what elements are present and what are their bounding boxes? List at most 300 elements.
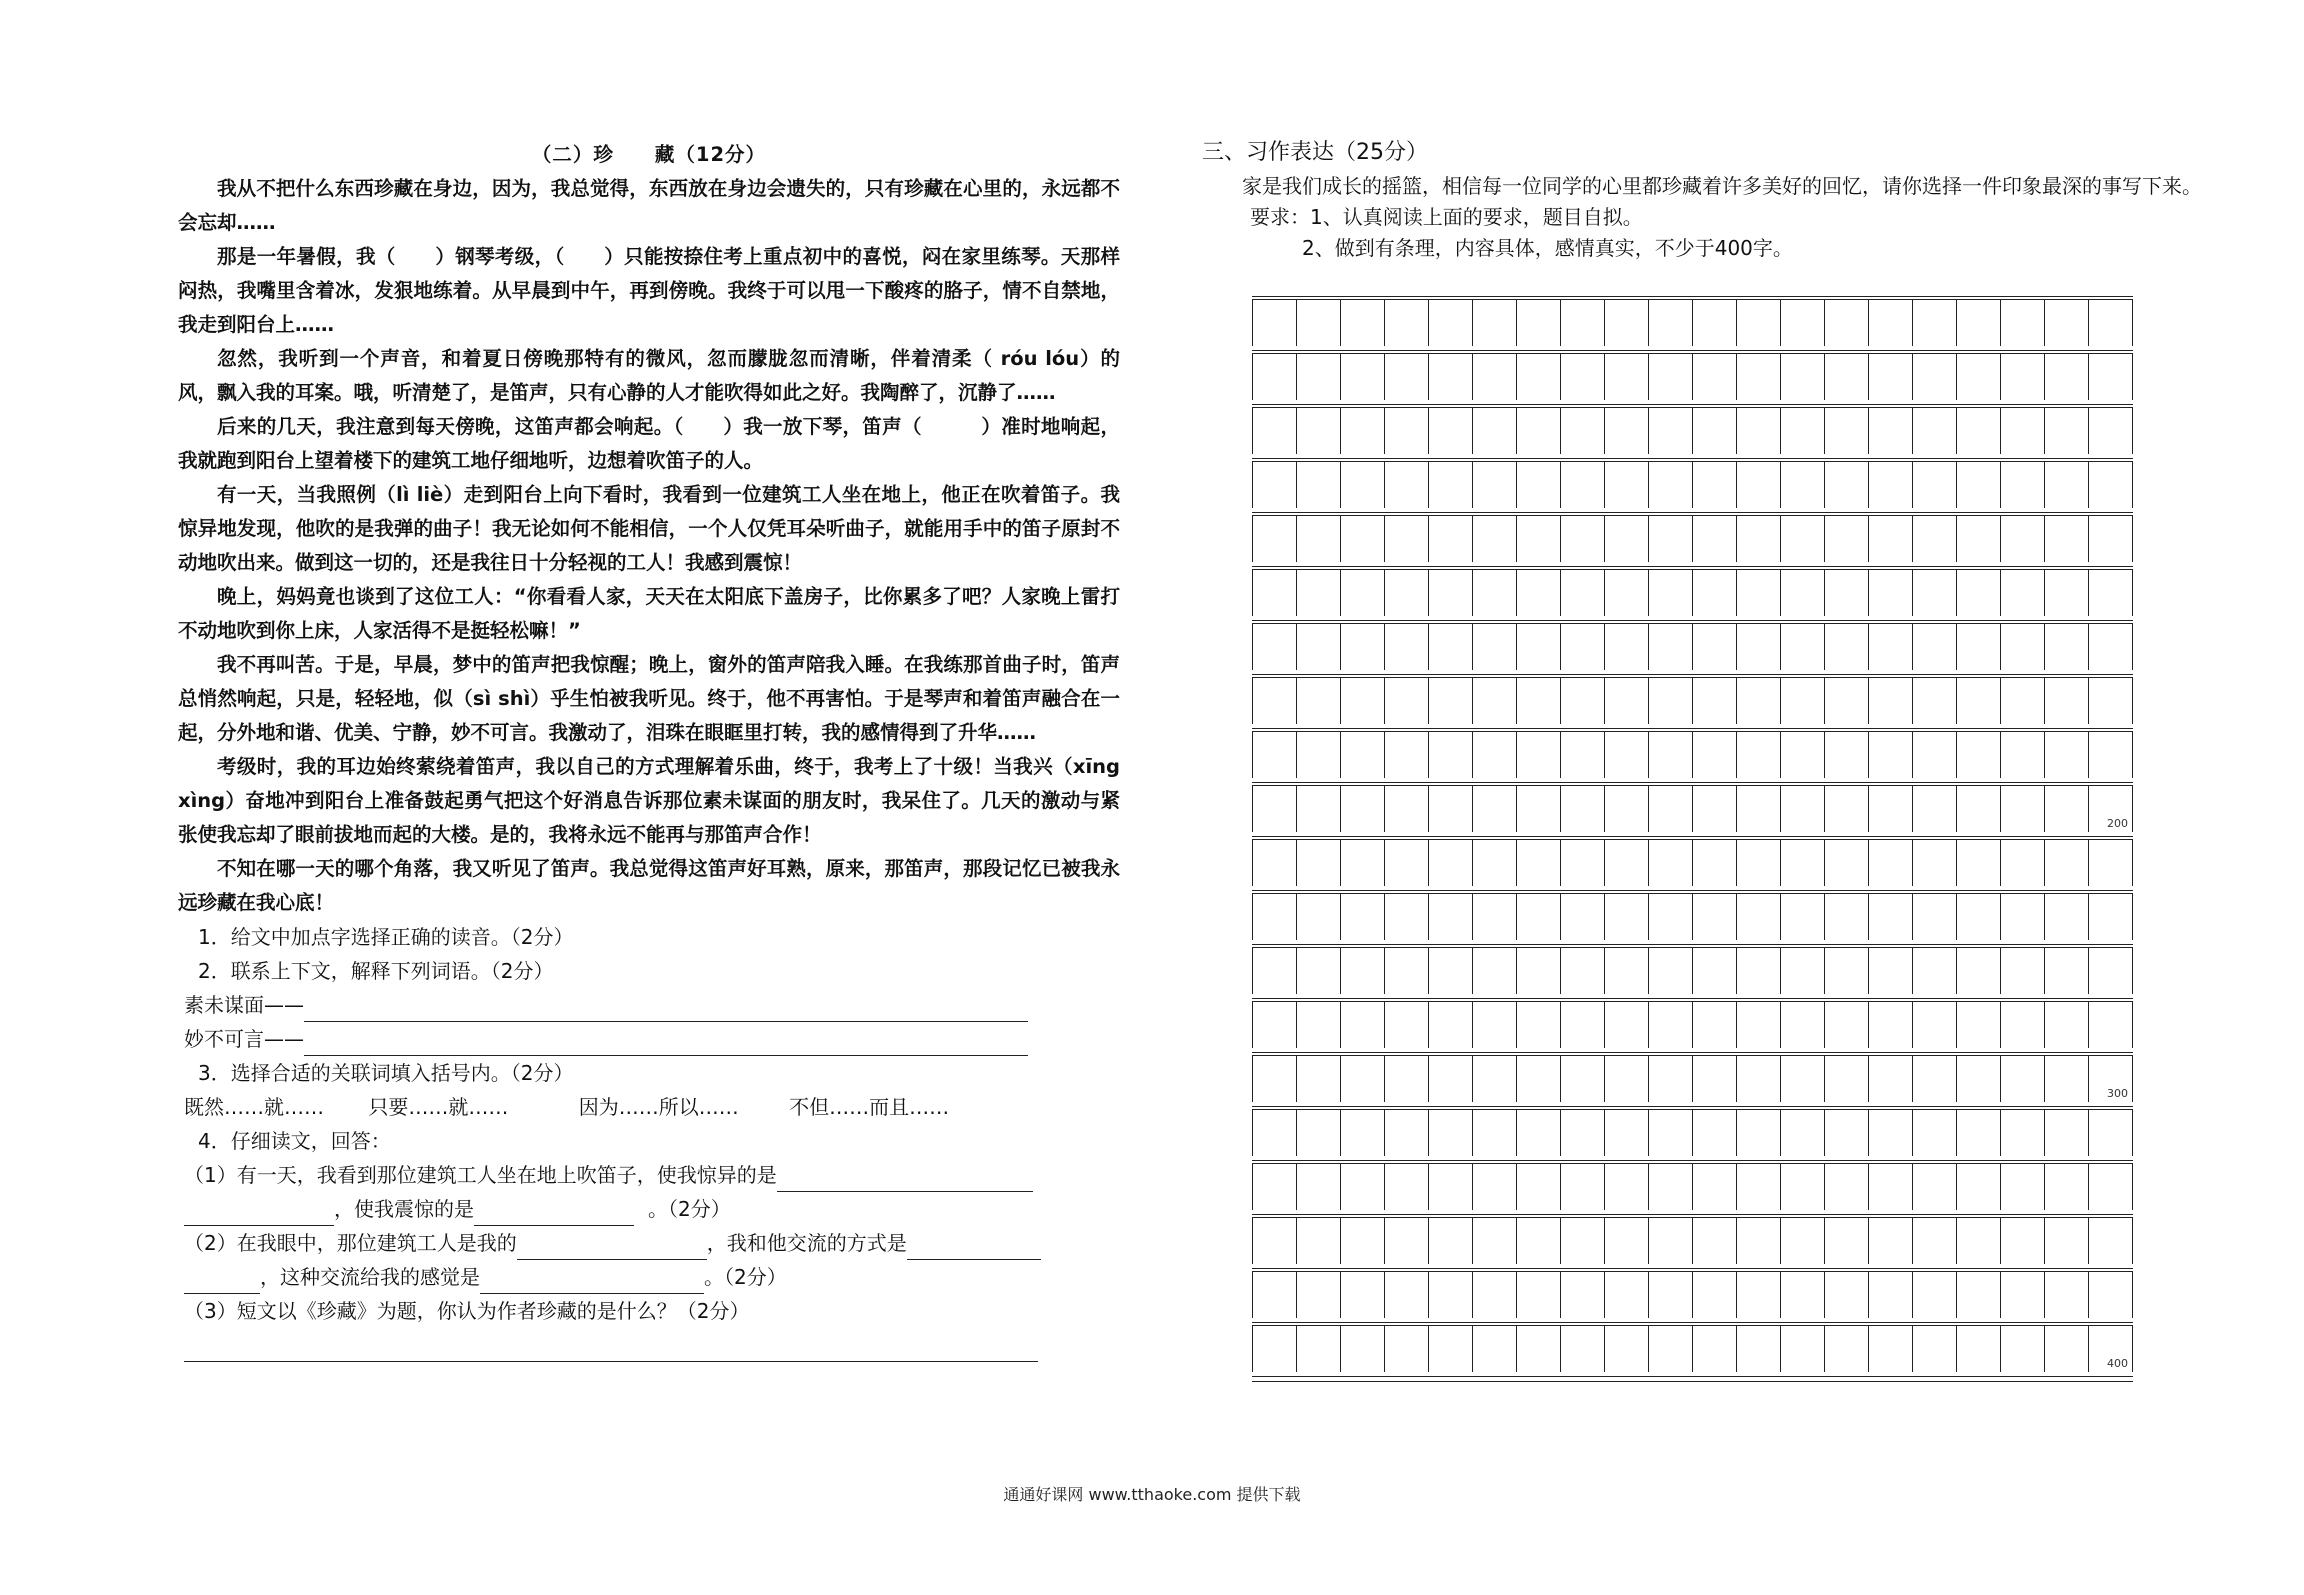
grid-cell[interactable] — [1429, 462, 1473, 508]
grid-cell[interactable] — [1517, 1056, 1561, 1102]
grid-cell[interactable] — [1429, 948, 1473, 994]
grid-cell[interactable] — [1561, 1326, 1605, 1372]
grid-cell[interactable] — [1605, 1218, 1649, 1264]
grid-cell[interactable] — [1561, 732, 1605, 778]
grid-cell[interactable] — [1781, 1002, 1825, 1048]
grid-cell[interactable] — [2001, 1164, 2045, 1210]
grid-cell[interactable] — [1253, 1326, 1297, 1372]
grid-cell[interactable] — [1737, 1326, 1781, 1372]
grid-cell[interactable] — [1957, 840, 2001, 886]
grid-cell[interactable] — [1385, 894, 1429, 940]
grid-cell[interactable] — [2001, 1056, 2045, 1102]
grid-cell[interactable] — [1429, 1110, 1473, 1156]
grid-cell[interactable] — [1781, 1326, 1825, 1372]
grid-cell[interactable] — [1825, 1218, 1869, 1264]
grid-cell[interactable] — [1341, 894, 1385, 940]
grid-cell[interactable] — [1517, 786, 1561, 832]
grid-cell[interactable] — [1385, 300, 1429, 346]
grid-cell[interactable] — [1561, 570, 1605, 616]
answer-blank[interactable] — [907, 1237, 1041, 1260]
grid-cell[interactable] — [1693, 1164, 1737, 1210]
grid-cell[interactable] — [1385, 408, 1429, 454]
grid-cell[interactable] — [1341, 1272, 1385, 1318]
grid-cell[interactable] — [1297, 300, 1341, 346]
grid-cell[interactable] — [1253, 1218, 1297, 1264]
grid-cell[interactable] — [2001, 408, 2045, 454]
grid-cell[interactable] — [2089, 786, 2133, 832]
grid-cell[interactable] — [1605, 1110, 1649, 1156]
grid-cell[interactable] — [1253, 894, 1297, 940]
grid-cell[interactable] — [2001, 678, 2045, 724]
grid-cell[interactable] — [1385, 1272, 1429, 1318]
grid-cell[interactable] — [1517, 516, 1561, 562]
grid-cell[interactable] — [1473, 408, 1517, 454]
grid-cell[interactable] — [1649, 408, 1693, 454]
grid-cell[interactable] — [1473, 732, 1517, 778]
grid-cell[interactable] — [1605, 354, 1649, 400]
grid-cell[interactable] — [1605, 1164, 1649, 1210]
grid-cell[interactable] — [1429, 570, 1473, 616]
grid-cell[interactable] — [1825, 1326, 1869, 1372]
grid-cell[interactable] — [1913, 408, 1957, 454]
grid-cell[interactable] — [1561, 1218, 1605, 1264]
grid-cell[interactable] — [1605, 678, 1649, 724]
grid-cell[interactable] — [2045, 1272, 2089, 1318]
grid-cell[interactable] — [1385, 462, 1429, 508]
grid-cell[interactable] — [2045, 624, 2089, 670]
grid-cell[interactable] — [1649, 840, 1693, 886]
grid-cell[interactable] — [1869, 462, 1913, 508]
grid-cell[interactable] — [2045, 1110, 2089, 1156]
grid-cell[interactable] — [1957, 462, 2001, 508]
grid-cell[interactable] — [2001, 894, 2045, 940]
grid-cell[interactable] — [1385, 1110, 1429, 1156]
grid-cell[interactable] — [1385, 570, 1429, 616]
grid-cell[interactable] — [2045, 1218, 2089, 1264]
grid-cell[interactable] — [1869, 840, 1913, 886]
grid-cell[interactable] — [1869, 1002, 1913, 1048]
grid-cell[interactable] — [1825, 1164, 1869, 1210]
grid-cell[interactable] — [1869, 894, 1913, 940]
grid-cell[interactable] — [1649, 1002, 1693, 1048]
grid-cell[interactable] — [1913, 624, 1957, 670]
grid-cell[interactable] — [1385, 516, 1429, 562]
grid-cell[interactable] — [1781, 894, 1825, 940]
grid-cell[interactable] — [1253, 786, 1297, 832]
grid-cell[interactable] — [1825, 1272, 1869, 1318]
grid-cell[interactable] — [1517, 300, 1561, 346]
grid-cell[interactable] — [1385, 948, 1429, 994]
grid-cell[interactable] — [1693, 462, 1737, 508]
grid-cell[interactable] — [2045, 894, 2089, 940]
grid-cell[interactable] — [1297, 1110, 1341, 1156]
grid-cell[interactable] — [2089, 462, 2133, 508]
grid-cell[interactable] — [1737, 570, 1781, 616]
grid-cell[interactable] — [1429, 1164, 1473, 1210]
grid-cell[interactable] — [1341, 408, 1385, 454]
grid-cell[interactable] — [1913, 732, 1957, 778]
writing-grid[interactable] — [1252, 296, 2140, 1382]
grid-cell[interactable] — [2001, 1326, 2045, 1372]
grid-cell[interactable] — [1297, 408, 1341, 454]
grid-cell[interactable] — [1473, 840, 1517, 886]
grid-cell[interactable] — [1253, 408, 1297, 454]
grid-cell[interactable] — [1341, 624, 1385, 670]
grid-cell[interactable] — [1253, 1110, 1297, 1156]
grid-cell[interactable] — [1825, 948, 1869, 994]
grid-cell[interactable] — [1385, 786, 1429, 832]
grid-cell[interactable] — [1385, 1002, 1429, 1048]
grid-cell[interactable] — [1341, 786, 1385, 832]
grid-cell[interactable] — [1297, 1326, 1341, 1372]
grid-cell[interactable] — [1649, 624, 1693, 670]
grid-cell[interactable] — [1781, 732, 1825, 778]
grid-cell[interactable] — [1693, 948, 1737, 994]
grid-cell[interactable] — [1825, 570, 1869, 616]
grid-cell[interactable] — [1693, 840, 1737, 886]
grid-cell[interactable] — [1561, 1164, 1605, 1210]
grid-cell[interactable] — [1869, 408, 1913, 454]
grid-cell[interactable] — [1649, 1164, 1693, 1210]
grid-cell[interactable] — [1869, 1110, 1913, 1156]
grid-cell[interactable] — [2045, 570, 2089, 616]
grid-cell[interactable] — [1341, 462, 1385, 508]
grid-cell[interactable] — [1385, 1326, 1429, 1372]
grid-cell[interactable] — [1517, 678, 1561, 724]
grid-cell[interactable] — [1825, 354, 1869, 400]
grid-cell[interactable] — [1693, 1272, 1737, 1318]
grid-cell[interactable] — [1473, 948, 1517, 994]
grid-cell[interactable] — [2045, 948, 2089, 994]
grid-cell[interactable] — [1605, 1002, 1649, 1048]
grid-cell[interactable] — [2001, 570, 2045, 616]
grid-cell[interactable] — [2001, 1002, 2045, 1048]
grid-cell[interactable] — [1253, 1272, 1297, 1318]
grid-cell[interactable] — [2001, 1218, 2045, 1264]
grid-cell[interactable] — [1605, 624, 1649, 670]
grid-cell[interactable] — [1693, 516, 1737, 562]
grid-cell[interactable] — [1649, 516, 1693, 562]
grid-cell[interactable] — [1781, 570, 1825, 616]
grid-cell[interactable] — [1737, 1164, 1781, 1210]
grid-cell[interactable] — [1825, 678, 1869, 724]
grid-cell[interactable] — [1561, 516, 1605, 562]
grid-cell[interactable] — [2089, 732, 2133, 778]
grid-cell[interactable] — [2089, 1110, 2133, 1156]
grid-cell[interactable] — [1429, 408, 1473, 454]
grid-cell[interactable] — [2089, 1326, 2133, 1372]
grid-cell[interactable] — [1561, 408, 1605, 454]
grid-cell[interactable] — [1913, 1110, 1957, 1156]
grid-cell[interactable] — [1297, 894, 1341, 940]
grid-cell[interactable] — [1781, 786, 1825, 832]
grid-cell[interactable] — [1341, 300, 1385, 346]
grid-cell[interactable] — [2089, 354, 2133, 400]
grid-cell[interactable] — [1341, 732, 1385, 778]
grid-cell[interactable] — [1297, 1056, 1341, 1102]
grid-cell[interactable] — [1429, 624, 1473, 670]
grid-cell[interactable] — [1473, 624, 1517, 670]
grid-cell[interactable] — [1825, 840, 1869, 886]
grid-cell[interactable] — [1869, 786, 1913, 832]
answer-blank[interactable] — [474, 1203, 634, 1226]
grid-cell[interactable] — [1825, 624, 1869, 670]
grid-cell[interactable] — [1693, 678, 1737, 724]
grid-cell[interactable] — [1869, 1218, 1913, 1264]
grid-cell[interactable] — [1913, 894, 1957, 940]
grid-cell[interactable] — [1253, 462, 1297, 508]
grid-cell[interactable] — [1649, 570, 1693, 616]
grid-cell[interactable] — [1737, 624, 1781, 670]
grid-cell[interactable] — [1869, 678, 1913, 724]
grid-cell[interactable] — [1649, 678, 1693, 724]
answer-blank[interactable] — [304, 1033, 1028, 1056]
grid-cell[interactable] — [1869, 1272, 1913, 1318]
grid-cell[interactable] — [1693, 1110, 1737, 1156]
grid-cell[interactable] — [2001, 1272, 2045, 1318]
grid-cell[interactable] — [1693, 1056, 1737, 1102]
grid-cell[interactable] — [1517, 948, 1561, 994]
grid-cell[interactable] — [1297, 570, 1341, 616]
grid-cell[interactable] — [1825, 408, 1869, 454]
grid-cell[interactable] — [1737, 1002, 1781, 1048]
grid-cell[interactable] — [1297, 1218, 1341, 1264]
grid-cell[interactable] — [1781, 1272, 1825, 1318]
grid-cell[interactable] — [1869, 1326, 1913, 1372]
grid-cell[interactable] — [1957, 678, 2001, 724]
grid-cell[interactable] — [1341, 948, 1385, 994]
grid-cell[interactable] — [1737, 948, 1781, 994]
grid-cell[interactable] — [1605, 786, 1649, 832]
grid-cell[interactable] — [1781, 840, 1825, 886]
grid-cell[interactable] — [1473, 516, 1517, 562]
grid-cell[interactable] — [1737, 462, 1781, 508]
grid-cell[interactable] — [1781, 948, 1825, 994]
grid-cell[interactable] — [1297, 462, 1341, 508]
grid-cell[interactable] — [2045, 840, 2089, 886]
grid-cell[interactable] — [1737, 894, 1781, 940]
grid-cell[interactable] — [2089, 948, 2133, 994]
grid-cell[interactable] — [1693, 354, 1737, 400]
answer-blank[interactable] — [777, 1169, 1033, 1192]
grid-cell[interactable] — [1429, 678, 1473, 724]
grid-cell[interactable] — [1649, 1056, 1693, 1102]
grid-cell[interactable] — [1605, 1056, 1649, 1102]
grid-cell[interactable] — [1913, 1002, 1957, 1048]
grid-cell[interactable] — [1341, 1218, 1385, 1264]
grid-cell[interactable] — [1605, 1326, 1649, 1372]
grid-cell[interactable] — [1473, 462, 1517, 508]
grid-cell[interactable] — [1429, 354, 1473, 400]
grid-cell[interactable] — [1473, 1272, 1517, 1318]
grid-cell[interactable] — [1957, 570, 2001, 616]
grid-cell[interactable] — [2089, 624, 2133, 670]
grid-cell[interactable] — [1253, 678, 1297, 724]
grid-cell[interactable] — [2001, 624, 2045, 670]
grid-cell[interactable] — [2001, 462, 2045, 508]
grid-cell[interactable] — [2089, 1164, 2133, 1210]
grid-cell[interactable] — [1957, 1110, 2001, 1156]
grid-cell[interactable] — [1737, 1218, 1781, 1264]
grid-cell[interactable] — [1605, 570, 1649, 616]
grid-cell[interactable] — [2089, 1002, 2133, 1048]
grid-cell[interactable] — [1649, 1218, 1693, 1264]
grid-cell[interactable] — [1561, 1272, 1605, 1318]
grid-cell[interactable] — [1429, 894, 1473, 940]
grid-cell[interactable] — [1473, 894, 1517, 940]
grid-cell[interactable] — [1957, 1218, 2001, 1264]
grid-cell[interactable] — [1297, 1164, 1341, 1210]
grid-cell[interactable] — [2089, 894, 2133, 940]
grid-cell[interactable] — [1385, 840, 1429, 886]
grid-cell[interactable] — [2001, 840, 2045, 886]
grid-cell[interactable] — [1649, 1272, 1693, 1318]
grid-cell[interactable] — [1253, 570, 1297, 616]
grid-cell[interactable] — [2001, 516, 2045, 562]
grid-cell[interactable] — [2089, 840, 2133, 886]
grid-cell[interactable] — [1253, 948, 1297, 994]
grid-cell[interactable] — [2045, 516, 2089, 562]
grid-cell[interactable] — [1737, 354, 1781, 400]
grid-cell[interactable] — [1913, 786, 1957, 832]
grid-cell[interactable] — [1297, 786, 1341, 832]
grid-cell[interactable] — [1693, 1326, 1737, 1372]
grid-cell[interactable] — [1341, 678, 1385, 724]
grid-cell[interactable] — [1561, 678, 1605, 724]
grid-cell[interactable] — [1781, 678, 1825, 724]
grid-cell[interactable] — [1605, 948, 1649, 994]
grid-cell[interactable] — [1913, 300, 1957, 346]
grid-cell[interactable] — [1825, 786, 1869, 832]
grid-cell[interactable] — [1913, 840, 1957, 886]
grid-cell[interactable] — [2089, 408, 2133, 454]
grid-cell[interactable] — [1341, 1056, 1385, 1102]
grid-cell[interactable] — [2001, 786, 2045, 832]
grid-cell[interactable] — [1561, 1110, 1605, 1156]
grid-cell[interactable] — [1341, 840, 1385, 886]
grid-cell[interactable] — [1737, 408, 1781, 454]
grid-cell[interactable] — [1913, 1056, 1957, 1102]
grid-cell[interactable] — [1253, 840, 1297, 886]
grid-cell[interactable] — [1913, 1164, 1957, 1210]
grid-cell[interactable] — [1781, 1110, 1825, 1156]
grid-cell[interactable] — [1737, 786, 1781, 832]
grid-cell[interactable] — [1517, 732, 1561, 778]
grid-cell[interactable] — [1253, 1002, 1297, 1048]
grid-cell[interactable] — [1869, 570, 1913, 616]
grid-cell[interactable] — [2045, 1002, 2089, 1048]
grid-cell[interactable] — [1253, 732, 1297, 778]
grid-cell[interactable] — [1517, 408, 1561, 454]
grid-cell[interactable] — [1957, 1272, 2001, 1318]
grid-cell[interactable] — [1385, 732, 1429, 778]
grid-cell[interactable] — [1517, 1110, 1561, 1156]
grid-cell[interactable] — [1957, 408, 2001, 454]
grid-cell[interactable] — [1517, 354, 1561, 400]
grid-cell[interactable] — [1341, 1110, 1385, 1156]
answer-blank[interactable] — [304, 999, 1028, 1022]
grid-cell[interactable] — [1561, 1056, 1605, 1102]
grid-cell[interactable] — [1297, 624, 1341, 670]
grid-cell[interactable] — [2045, 678, 2089, 724]
grid-cell[interactable] — [1253, 624, 1297, 670]
grid-cell[interactable] — [1297, 840, 1341, 886]
grid-cell[interactable] — [1649, 732, 1693, 778]
grid-cell[interactable] — [1297, 516, 1341, 562]
grid-cell[interactable] — [1385, 1164, 1429, 1210]
grid-cell[interactable] — [1473, 1110, 1517, 1156]
grid-cell[interactable] — [1781, 624, 1825, 670]
grid-cell[interactable] — [1561, 624, 1605, 670]
grid-cell[interactable] — [1913, 948, 1957, 994]
grid-cell[interactable] — [1561, 300, 1605, 346]
grid-cell[interactable] — [1561, 1002, 1605, 1048]
grid-cell[interactable] — [1429, 840, 1473, 886]
grid-cell[interactable] — [1781, 1218, 1825, 1264]
grid-cell[interactable] — [1737, 1056, 1781, 1102]
grid-cell[interactable] — [1869, 354, 1913, 400]
grid-cell[interactable] — [1693, 1002, 1737, 1048]
grid-cell[interactable] — [1869, 1164, 1913, 1210]
grid-cell[interactable] — [1473, 300, 1517, 346]
grid-cell[interactable] — [1517, 1164, 1561, 1210]
grid-cell[interactable] — [1781, 516, 1825, 562]
grid-cell[interactable] — [1473, 354, 1517, 400]
grid-cell[interactable] — [1649, 462, 1693, 508]
grid-cell[interactable] — [2001, 732, 2045, 778]
grid-cell[interactable] — [1869, 624, 1913, 670]
grid-cell[interactable] — [1297, 948, 1341, 994]
grid-cell[interactable] — [1561, 354, 1605, 400]
grid-cell[interactable] — [1649, 300, 1693, 346]
grid-cell[interactable] — [1957, 732, 2001, 778]
grid-cell[interactable] — [1781, 300, 1825, 346]
grid-cell[interactable] — [1957, 516, 2001, 562]
grid-cell[interactable] — [1341, 1002, 1385, 1048]
grid-cell[interactable] — [1561, 894, 1605, 940]
grid-cell[interactable] — [1957, 354, 2001, 400]
grid-cell[interactable] — [2089, 678, 2133, 724]
grid-cell[interactable] — [1297, 678, 1341, 724]
grid-cell[interactable] — [1385, 354, 1429, 400]
grid-cell[interactable] — [1693, 894, 1737, 940]
grid-cell[interactable] — [1429, 300, 1473, 346]
grid-cell[interactable] — [1913, 570, 1957, 616]
grid-cell[interactable] — [1737, 1110, 1781, 1156]
grid-cell[interactable] — [1561, 462, 1605, 508]
grid-cell[interactable] — [1429, 1272, 1473, 1318]
grid-cell[interactable] — [1693, 408, 1737, 454]
grid-cell[interactable] — [1781, 354, 1825, 400]
answer-blank[interactable] — [184, 1339, 1038, 1362]
grid-cell[interactable] — [1913, 354, 1957, 400]
grid-cell[interactable] — [1825, 894, 1869, 940]
grid-cell[interactable] — [1913, 1218, 1957, 1264]
answer-blank[interactable] — [184, 1203, 334, 1226]
grid-cell[interactable] — [2045, 408, 2089, 454]
grid-cell[interactable] — [1429, 1056, 1473, 1102]
grid-cell[interactable] — [1693, 570, 1737, 616]
grid-cell[interactable] — [1605, 300, 1649, 346]
grid-cell[interactable] — [1253, 1164, 1297, 1210]
grid-cell[interactable] — [1605, 1272, 1649, 1318]
grid-cell[interactable] — [1869, 1056, 1913, 1102]
grid-cell[interactable] — [1341, 516, 1385, 562]
grid-cell[interactable] — [1517, 462, 1561, 508]
grid-cell[interactable] — [1737, 840, 1781, 886]
grid-cell[interactable] — [1825, 300, 1869, 346]
grid-cell[interactable] — [1957, 300, 2001, 346]
